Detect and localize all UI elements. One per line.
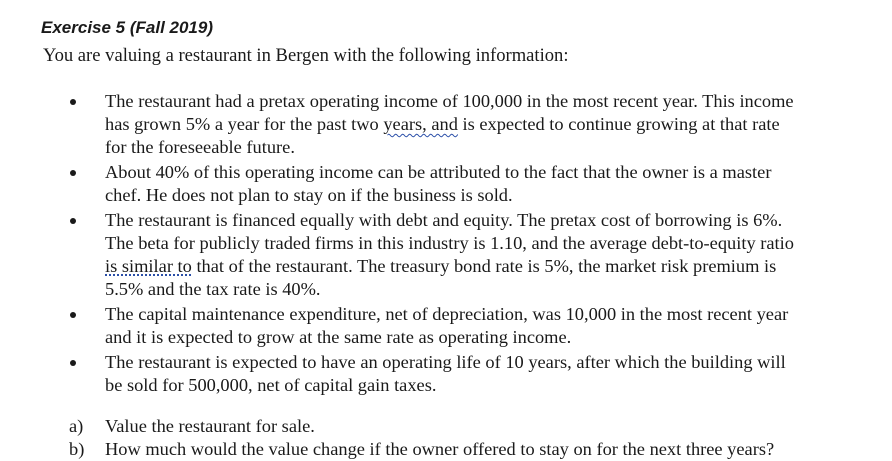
question-text: Value the restaurant for sale. [105,416,315,436]
bullet-item-capex [0,303,892,349]
grammar-flagged-text: is similar to [105,256,192,276]
bullet-text [105,351,852,397]
text-run: that of the restaurant. The treasury bond rate is 5%, the market risk premium is [191,256,777,276]
bullet-item-operating-life [0,351,892,397]
bullet-text [105,209,852,301]
question-label: a) [69,416,84,436]
bullet-text [105,161,852,207]
question-item-b [0,438,892,461]
bullet-text [105,303,852,349]
exercise-heading: Exercise 5 (Fall 2019) [41,18,214,37]
bullet-line: The beta for publicly traded firms in this industry is 1.10, and the average debt-to-equity ratio [105,233,794,253]
grammar-flagged-text: years, and [383,114,458,134]
info-bullet-list [0,90,892,399]
exercise-intro: You are valuing a restaurant in Bergen with the following information: [43,45,569,66]
bullet-line: 5.5% and the tax rate is 40%. [105,279,321,299]
question-text: How much would the value change if the owner offered to stay on for the next three years? [105,439,775,459]
bullet-line: be sold for 500,000, net of capital gain taxes. [105,375,437,395]
bullet-item-operating-income [0,90,892,159]
bullet-dot-icon [70,360,76,366]
bullet-text [105,90,852,159]
bullet-item-owner-chef [0,161,892,207]
bullet-line: for the foreseeable future. [105,137,295,157]
bullet-line: The restaurant is expected to have an operating life of 10 years, after which the building will [105,352,786,372]
bullet-item-financing [0,209,892,301]
text-run: has grown 5% a year for the past two [105,114,384,134]
bullet-dot-icon [70,170,76,176]
question-item-a [0,415,892,438]
bullet-line: The restaurant had a pretax operating income of 100,000 in the most recent year. This income [105,91,794,111]
bullet-line: and it is expected to grow at the same rate as operating income. [105,327,572,347]
bullet-line: The capital maintenance expenditure, net of depreciation, was 10,000 in the most recent year [105,304,789,324]
bullet-dot-icon [70,312,76,318]
bullet-line: About 40% of this operating income can be attributed to the fact that the owner is a master [105,162,772,182]
bullet-dot-icon [70,99,76,105]
text-run: is expected to continue growing at that rate [457,114,780,134]
bullet-line: chef. He does not plan to stay on if the business is sold. [105,185,513,205]
bullet-line [105,255,852,278]
question-label: b) [69,439,85,459]
question-list [0,415,892,461]
bullet-line: The restaurant is financed equally with debt and equity. The pretax cost of borrowing is 6%. [105,210,783,230]
bullet-dot-icon [70,218,76,224]
bullet-line [105,113,852,136]
